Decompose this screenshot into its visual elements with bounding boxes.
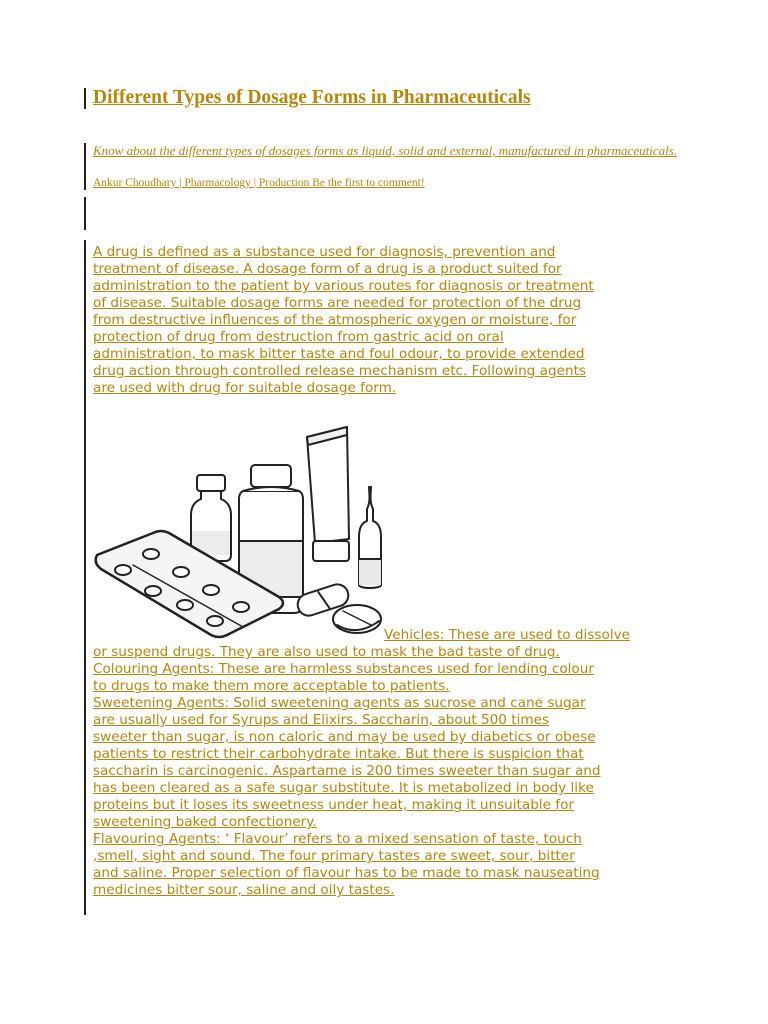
dosage-forms-illustration [93, 413, 385, 641]
agents-line: Colouring Agents: These are harmless substances used for lending colour [93, 661, 594, 677]
agents-line: Sweetening Agents: Solid sweetening agents as sucrose and cane sugar [93, 695, 586, 711]
ampoule-icon [359, 487, 381, 588]
margin-rule [84, 88, 86, 109]
agents-section[interactable] [93, 627, 683, 899]
agents-line: and saline. Proper selection of flavour has to be made to mask nauseating [93, 865, 600, 881]
article-title[interactable]: Different Types of Dosage Forms in Pharmaceuticals [93, 87, 531, 108]
agents-line: patients to restrict their carbohydrate intake. But there is suspicion that [93, 746, 584, 762]
intro-line: are used with drug for suitable dosage form. [93, 380, 397, 396]
agents-line: sweeter than sugar, is non caloric and may be used by diabetics or obese [93, 729, 596, 745]
intro-line: of disease. Suitable dosage forms are needed for protection of the drug [93, 295, 582, 311]
agents-line: or suspend drugs. They are also used to mask the bad taste of drug. [93, 644, 560, 660]
margin-rule [84, 197, 86, 230]
agents-line: to drugs to make them more acceptable to patients. [93, 678, 450, 694]
intro-line: protection of drug from destruction from gastric acid on oral [93, 329, 504, 345]
agents-line: sweetening baked confectionery. [93, 814, 317, 830]
intro-line: A drug is defined as a substance used for diagnosis, prevention and [93, 244, 556, 260]
intro-line: administration, to mask bitter taste and foul odour, to provide extended [93, 346, 585, 362]
intro-paragraph[interactable] [93, 244, 683, 397]
agents-line: medicines bitter sour, saline and oily tastes. [93, 882, 395, 898]
agents-line: has been cleared as a safe sugar substitute. It is metabolized in body like [93, 780, 594, 796]
intro-line: drug action through controlled release mechanism etc. Following agents [93, 363, 586, 379]
intro-line: from destructive influences of the atmospheric oxygen or moisture, for [93, 312, 577, 328]
margin-rule [84, 143, 86, 190]
agents-line: ,smell, sight and sound. The four primary tastes are sweet, sour, bitter [93, 848, 575, 864]
article-byline[interactable]: Ankur Choudhary | Pharmacology | Production Be the first to comment! [93, 177, 425, 189]
agents-line: proteins but it loses its sweetness under heat, making it unsuitable for [93, 797, 574, 813]
article-subtitle[interactable] [93, 143, 693, 159]
intro-line: administration to the patient by various routes for diagnosis or treatment [93, 278, 594, 294]
subtitle-line: Know about the different types of dosages forms as liquid, solid and external, manufactured [93, 143, 571, 158]
agents-line: are usually used for Syrups and Elixirs. Saccharin, about 500 times [93, 712, 550, 728]
margin-rule [84, 240, 86, 915]
tube-icon [307, 427, 349, 561]
subtitle-line: in pharmaceuticals. [573, 143, 677, 158]
agents-line: Flavouring Agents: ‘ Flavour’ refers to a mixed sensation of taste, touch [93, 831, 582, 847]
intro-line: treatment of disease. A dosage form of a drug is a product suited for [93, 261, 562, 277]
agents-line: saccharin is carcinogenic. Aspartame is 200 times sweeter than sugar and [93, 763, 601, 779]
agents-line: Vehicles: These are used to dissolve [384, 627, 631, 643]
